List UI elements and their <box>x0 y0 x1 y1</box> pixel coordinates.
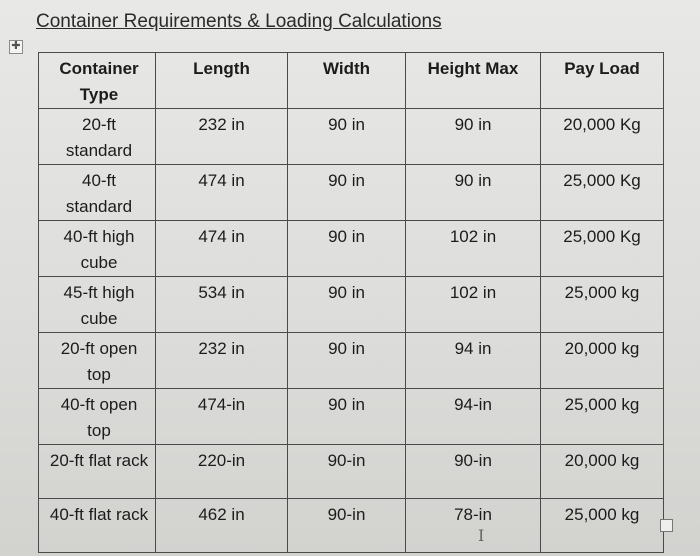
header-cell[interactable]: Length <box>156 53 288 109</box>
table-cell[interactable]: 90 in <box>288 333 406 389</box>
table-cell[interactable]: 90 in <box>288 277 406 333</box>
table-cell[interactable]: 90-in <box>288 499 406 553</box>
table-cell[interactable]: 232 in <box>156 109 288 165</box>
table-cell[interactable]: 20,000 kg <box>541 333 664 389</box>
table-header-row <box>39 53 664 109</box>
table-cell[interactable]: 462 in <box>156 499 288 553</box>
table-cell[interactable]: 90 in <box>406 109 541 165</box>
table-cell[interactable]: 20-ft open top <box>39 333 156 389</box>
table-cell[interactable]: 40-ft high cube <box>39 221 156 277</box>
table-cell[interactable]: 25,000 kg <box>541 277 664 333</box>
table-cell[interactable]: 534 in <box>156 277 288 333</box>
table-cell[interactable]: 220-in <box>156 445 288 499</box>
table-cell[interactable]: 20,000 kg <box>541 445 664 499</box>
table-cell[interactable]: 20-ft standard <box>39 109 156 165</box>
document-title: Container Requirements & Loading Calculations <box>36 11 442 32</box>
table-row <box>39 445 664 499</box>
table-cell[interactable]: 90-in <box>406 445 541 499</box>
table-cell[interactable]: 90 in <box>288 165 406 221</box>
table-row <box>39 221 664 277</box>
table-move-icon[interactable]: ✚ <box>9 40 23 54</box>
table-cell[interactable]: 20,000 Kg <box>541 109 664 165</box>
table-cell[interactable]: 94-in <box>406 389 541 445</box>
header-cell[interactable]: Height Max <box>406 53 541 109</box>
table-cell[interactable]: 20-ft flat rack <box>39 445 156 499</box>
table-cell[interactable]: 78-in <box>406 499 541 553</box>
table-cell[interactable]: 25,000 kg <box>541 499 664 553</box>
header-cell[interactable]: Width <box>288 53 406 109</box>
table-cell[interactable]: 90 in <box>288 389 406 445</box>
table-cell[interactable]: 102 in <box>406 221 541 277</box>
table-cell[interactable]: 94 in <box>406 333 541 389</box>
header-cell[interactable]: Container Type <box>39 53 156 109</box>
table-row <box>39 109 664 165</box>
text-cursor-icon: I <box>478 526 485 545</box>
table-cell[interactable]: 45-ft high cube <box>39 277 156 333</box>
table-cell[interactable]: 102 in <box>406 277 541 333</box>
table-cell[interactable]: 474-in <box>156 389 288 445</box>
table-cell[interactable]: 25,000 Kg <box>541 165 664 221</box>
table-row <box>39 499 664 553</box>
table-cell[interactable]: 90 in <box>288 221 406 277</box>
table-cell[interactable]: 90 in <box>406 165 541 221</box>
table-cell[interactable]: 90 in <box>288 109 406 165</box>
table-cell[interactable]: 474 in <box>156 165 288 221</box>
table-row <box>39 333 664 389</box>
table-cell[interactable]: 474 in <box>156 221 288 277</box>
requirements-table <box>38 52 664 553</box>
table-row <box>39 165 664 221</box>
table-row <box>39 277 664 333</box>
table-cell[interactable]: 40-ft standard <box>39 165 156 221</box>
table-row <box>39 389 664 445</box>
table-cell[interactable]: 25,000 Kg <box>541 221 664 277</box>
table-cell[interactable]: 90-in <box>288 445 406 499</box>
header-cell[interactable]: Pay Load <box>541 53 664 109</box>
table-cell[interactable]: 40-ft flat rack <box>39 499 156 553</box>
table-cell[interactable]: 40-ft open top <box>39 389 156 445</box>
table-resize-icon[interactable] <box>660 519 673 532</box>
table-cell[interactable]: 232 in <box>156 333 288 389</box>
table-cell[interactable]: 25,000 kg <box>541 389 664 445</box>
